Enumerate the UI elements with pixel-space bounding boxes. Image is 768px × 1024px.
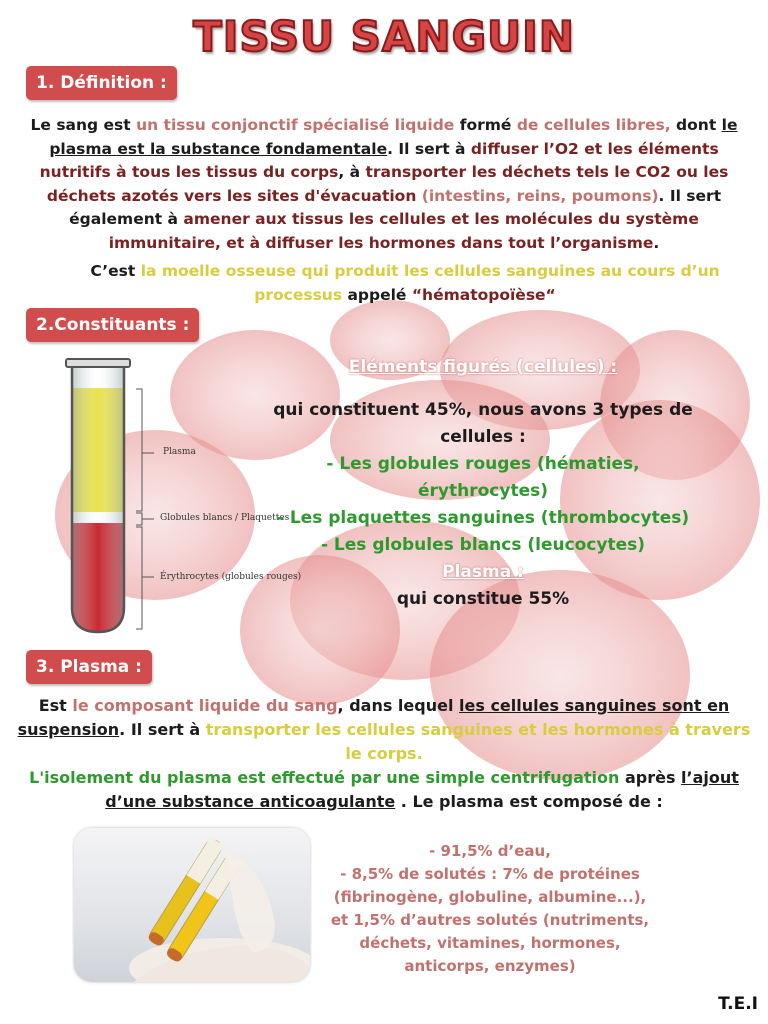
tube-label-erythrocytes: Érythrocytes (globules rouges)	[160, 572, 302, 582]
text-segment: après	[619, 768, 682, 787]
constituant-item: - Les plaquettes sanguines (thrombocytes)	[276, 508, 690, 528]
text-segment: transporter les cellules sanguines et les hormones à travers le corps.	[205, 720, 751, 763]
constituant-item: - Les globules blancs (leucocytes)	[320, 535, 646, 555]
composition-line: et 1,5% d’autres solutés (nutriments,	[330, 911, 650, 929]
text-segment: Le sang est	[30, 116, 137, 134]
text-segment: le composant liquide du sang	[72, 696, 338, 715]
footer-signature: T.E.I	[718, 994, 758, 1014]
composition-line: - 8,5% de solutés : 7% de protéines	[340, 865, 640, 883]
plasma-tubes-photo	[74, 828, 310, 982]
section-definition-label: 1. Définition :	[26, 66, 177, 100]
text-segment: Est	[38, 696, 73, 715]
text-segment: transporter les déchets tels le CO2 ou les déchets azotés vers les sites d'évacuation	[46, 163, 729, 205]
test-tube-brackets	[130, 385, 170, 635]
definition-paragraph	[14, 114, 754, 255]
constituant-item: - Les globules rouges (hématies, érythrocytes)	[326, 454, 640, 501]
text-segment: amener aux tissus les cellules et les molécules du système immunitaire, et à diffuser les hormones dans tout l’organisme	[108, 210, 699, 252]
text-segment: . Il sert à	[119, 720, 206, 739]
text-segment: , dans lequel	[337, 696, 460, 715]
tube-label-buffy-coat: Globules blancs / Plaquettes	[160, 513, 290, 523]
text-segment: dont	[670, 116, 722, 134]
tube-label-plasma: Plasma	[163, 447, 196, 457]
composition-line: - 91,5% d’eau,	[429, 842, 551, 860]
text-segment: . Il sert également à	[69, 186, 722, 228]
text-segment: de cellules libres,	[516, 116, 671, 134]
text-segment: le plasma est la substance fondamentale	[49, 116, 738, 158]
composition-line: anticorps, enzymes)	[404, 957, 576, 975]
text-segment: . Il sert à	[387, 139, 471, 158]
plasma-composition-list	[330, 840, 650, 978]
text-segment: (intestins, reins, poumons)	[416, 186, 659, 205]
text-segment: L'isolement du plasma est effectué par une simple centrifugation	[29, 768, 620, 787]
text-segment: un tissu conjonctif spécialisé liquide	[136, 116, 455, 134]
elements-figures-desc: qui constituent 45%, nous avons 3 types de cellules :	[273, 400, 693, 447]
text-segment: .	[653, 233, 660, 252]
text-segment: , à	[338, 163, 366, 181]
text-segment: “hématopoïèse“	[411, 285, 556, 304]
text-segment: diffuser l’O2 et les éléments nutritifs à tous les tissus du corps	[39, 139, 719, 181]
plasma-constituant-desc: qui constitue 55%	[396, 589, 570, 609]
moelle-paragraph	[60, 260, 750, 307]
text-segment: la moelle osseuse qui produit les cellules sanguines au cours d’un processus	[140, 262, 720, 304]
text-segment: l’ajout d’une substance anticoagulante	[105, 768, 739, 811]
section-constituants-label: 2.Constituants :	[26, 308, 199, 342]
constituants-block	[268, 354, 698, 613]
section-plasma-label: 3. Plasma :	[26, 650, 152, 684]
text-segment: appelé	[342, 285, 412, 304]
elements-figures-header: Eléments figurés (cellules) :	[348, 357, 618, 377]
text-segment: C’est	[90, 262, 141, 280]
plasma-constituant-header: Plasma :	[442, 562, 524, 582]
plasma-paragraph	[14, 694, 754, 814]
composition-line: (fibrinogène, globuline, albumine...),	[333, 888, 647, 906]
text-segment: formé	[454, 116, 517, 134]
page-title: TISSU SANGUIN	[193, 12, 575, 61]
text-segment: les cellules sanguines sont en suspension	[17, 696, 730, 739]
text-segment: . Le plasma est composé de :	[395, 792, 663, 811]
composition-line: déchets, vitamines, hormones,	[359, 934, 621, 952]
plasma-tubes-illustration	[74, 828, 310, 982]
